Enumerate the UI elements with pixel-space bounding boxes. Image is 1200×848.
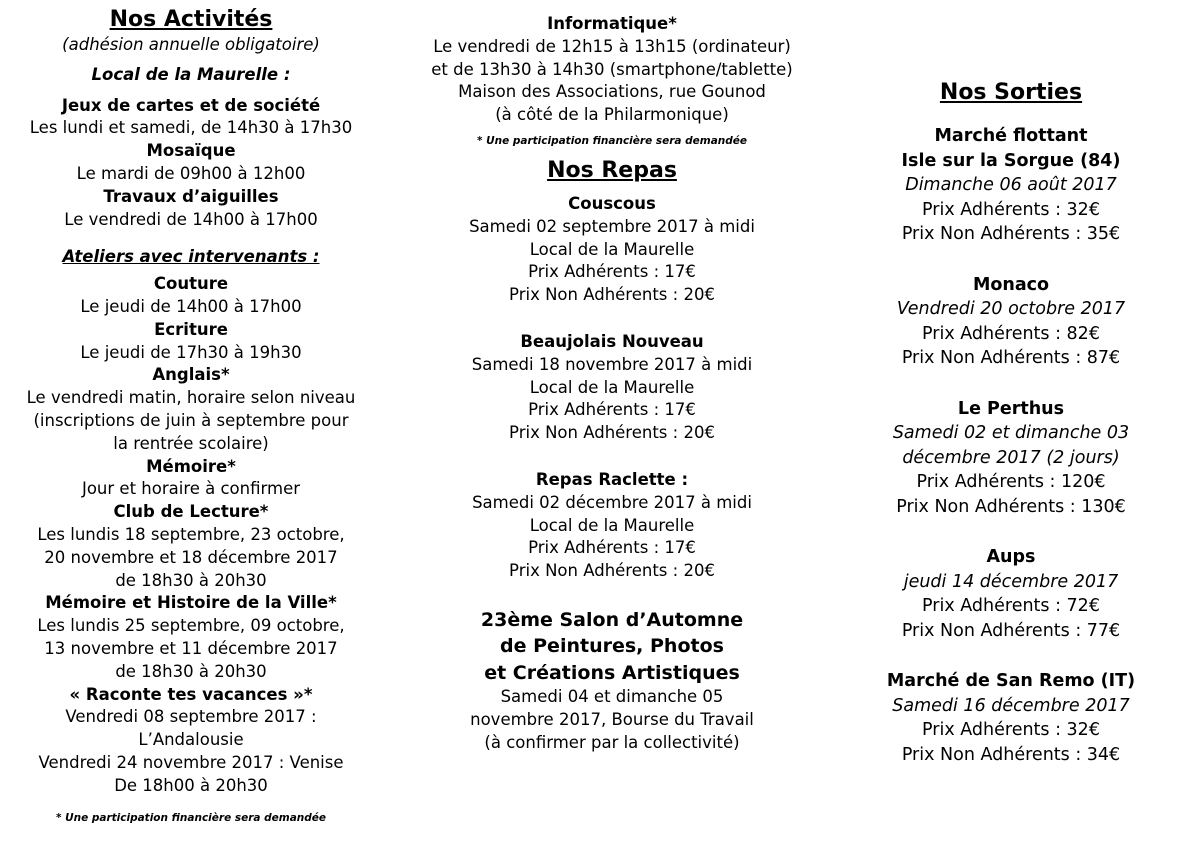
sortie-price-nonmembers: Prix Non Adhérents : 87€ [901,348,1121,368]
activity-name: Club de Lecture* [113,502,269,522]
repas-price-nonmembers: Prix Non Adhérents : 20€ [509,423,715,443]
repas-name: Couscous [568,193,656,213]
repas-date: Samedi 02 septembre 2017 à midi [469,216,755,236]
sortie-price-members: Prix Adhérents : 120€ [916,472,1106,492]
activity-name: Ecriture [154,319,228,339]
sortie-item [858,124,1164,247]
activity-line: (inscriptions de juin à septembre pour [33,410,349,430]
salon-section [412,607,812,755]
activity-schedule: Les lundi et samedi, de 14h30 à 17h30 [29,118,353,138]
sorties-column [858,0,1164,767]
sortie-price-members: Prix Adhérents : 32€ [922,720,1100,740]
repas-price-members: Prix Adhérents : 17€ [528,400,696,420]
sortie-date: Samedi 02 et dimanche 03 [892,423,1130,443]
sortie-price-nonmembers: Prix Non Adhérents : 35€ [901,224,1121,244]
sorties-title: Nos Sorties [939,80,1083,105]
informatique-line: Le vendredi de 12h15 à 13h15 (ordinateur) [433,36,791,56]
repas-title: Nos Repas [547,157,677,183]
activity-name: Couture [153,274,229,294]
salon-line: Samedi 04 et dimanche 05 [500,687,724,707]
repas-place: Local de la Maurelle [529,239,695,259]
sortie-price-nonmembers: Prix Non Adhérents : 34€ [901,744,1121,765]
informatique-line: et de 13h30 à 14h30 (smartphone/tablette) [431,59,793,79]
sortie-name: Monaco [972,274,1050,295]
sortie-item [858,273,1164,371]
activity-schedule: Le mardi de 09h00 à 12h00 [76,163,306,183]
sortie-date: Vendredi 20 octobre 2017 [896,299,1126,319]
informatique-line: (à côté de la Philarmonique) [495,105,729,125]
sortie-price-nonmembers: Prix Non Adhérents : 77€ [901,620,1121,641]
activity-line: De 18h00 à 20h30 [114,775,268,795]
repas-item [412,193,812,307]
activity-line: Vendredi 24 novembre 2017 : Venise [38,752,344,772]
footnote: * Une participation financière sera demandée [55,811,327,824]
sortie-price-members: Prix Adhérents : 72€ [922,596,1100,616]
repas-price-members: Prix Adhérents : 17€ [528,538,696,558]
repas-place: Local de la Maurelle [529,377,695,397]
sortie-date: jeudi 14 décembre 2017 [903,571,1119,592]
activity-line: 13 novembre et 11 décembre 2017 [44,638,338,658]
sortie-name: Marché flottant [934,126,1088,146]
activities-title: Nos Activités [109,7,273,32]
sortie-item [858,669,1164,767]
activity-line: Vendredi 08 septembre 2017 : [65,707,317,727]
repas-price-nonmembers: Prix Non Adhérents : 20€ [509,285,715,305]
activity-name: Mosaïque [146,141,236,161]
salon-title: de Peintures, Photos [500,635,724,658]
repas-date: Samedi 18 novembre 2017 à midi [471,354,753,374]
repas-price-members: Prix Adhérents : 17€ [528,262,696,282]
activity-line: L’Andalousie [138,730,244,750]
sortie-date: Samedi 16 décembre 2017 [892,695,1130,716]
sortie-price-members: Prix Adhérents : 32€ [922,199,1100,220]
sortie-date: Dimanche 06 août 2017 [905,175,1117,195]
salon-title: 23ème Salon d’Automne [480,608,744,631]
sortie-name: Isle sur la Sorgue (84) [901,150,1121,171]
local-heading: Local de la Maurelle : [91,64,291,84]
middle-column [412,0,812,755]
salon-line: novembre 2017, Bourse du Travail [470,710,754,730]
sortie-item [858,397,1164,520]
sortie-price-members: Prix Adhérents : 82€ [922,323,1100,344]
repas-item [412,469,812,583]
activity-schedule: Le jeudi de 14h00 à 17h00 [80,296,302,316]
activity-line: Les lundis 18 septembre, 23 octobre, [37,524,345,544]
repas-name: Repas Raclette : [535,469,689,489]
sortie-name: Marché de San Remo (IT) [886,671,1136,691]
activity-name: « Raconte tes vacances »* [69,684,313,704]
sortie-item [858,545,1164,643]
repas-price-nonmembers: Prix Non Adhérents : 20€ [509,561,715,581]
sortie-price-nonmembers: Prix Non Adhérents : 130€ [896,496,1126,517]
activity-schedule: Le vendredi de 14h00 à 17h00 [64,209,318,229]
activities-column [12,0,370,825]
repas-date: Samedi 02 décembre 2017 à midi [472,492,752,512]
activity-name: Jeux de cartes et de société [61,95,321,115]
activity-line: 20 novembre et 18 décembre 2017 [44,547,338,567]
activity-line: de 18h30 à 20h30 [115,570,267,590]
sortie-name: Le Perthus [957,398,1065,419]
sortie-date: décembre 2017 (2 jours) [902,447,1120,468]
activity-name: Mémoire* [146,456,236,476]
repas-place: Local de la Maurelle [529,515,695,535]
activity-line: Le vendredi matin, horaire selon niveau [26,388,356,408]
activity-schedule: Le jeudi de 17h30 à 19h30 [80,342,302,362]
salon-line: (à confirmer par la collectivité) [484,733,740,753]
activity-name: Anglais* [152,365,230,385]
activity-line: de 18h30 à 20h30 [115,661,267,681]
repas-name: Beaujolais Nouveau [520,331,704,351]
informatique-title: Informatique* [547,14,677,33]
repas-item [412,331,812,445]
activities-subtitle: (adhésion annuelle obligatoire) [62,35,320,54]
sortie-name: Aups [986,547,1036,567]
activity-line: la rentrée scolaire) [113,433,269,453]
activity-line: Les lundis 25 septembre, 09 octobre, [37,616,345,636]
activity-schedule: Jour et horaire à confirmer [81,479,301,499]
footnote: * Une participation financière sera demandée [476,134,748,147]
activity-name: Travaux d’aiguilles [103,186,279,206]
ateliers-heading: Ateliers avec intervenants : [62,247,320,267]
salon-title: et Créations Artistiques [484,661,740,684]
activity-name: Mémoire et Histoire de la Ville* [45,593,337,613]
informatique-line: Maison des Associations, rue Gounod [458,82,766,102]
